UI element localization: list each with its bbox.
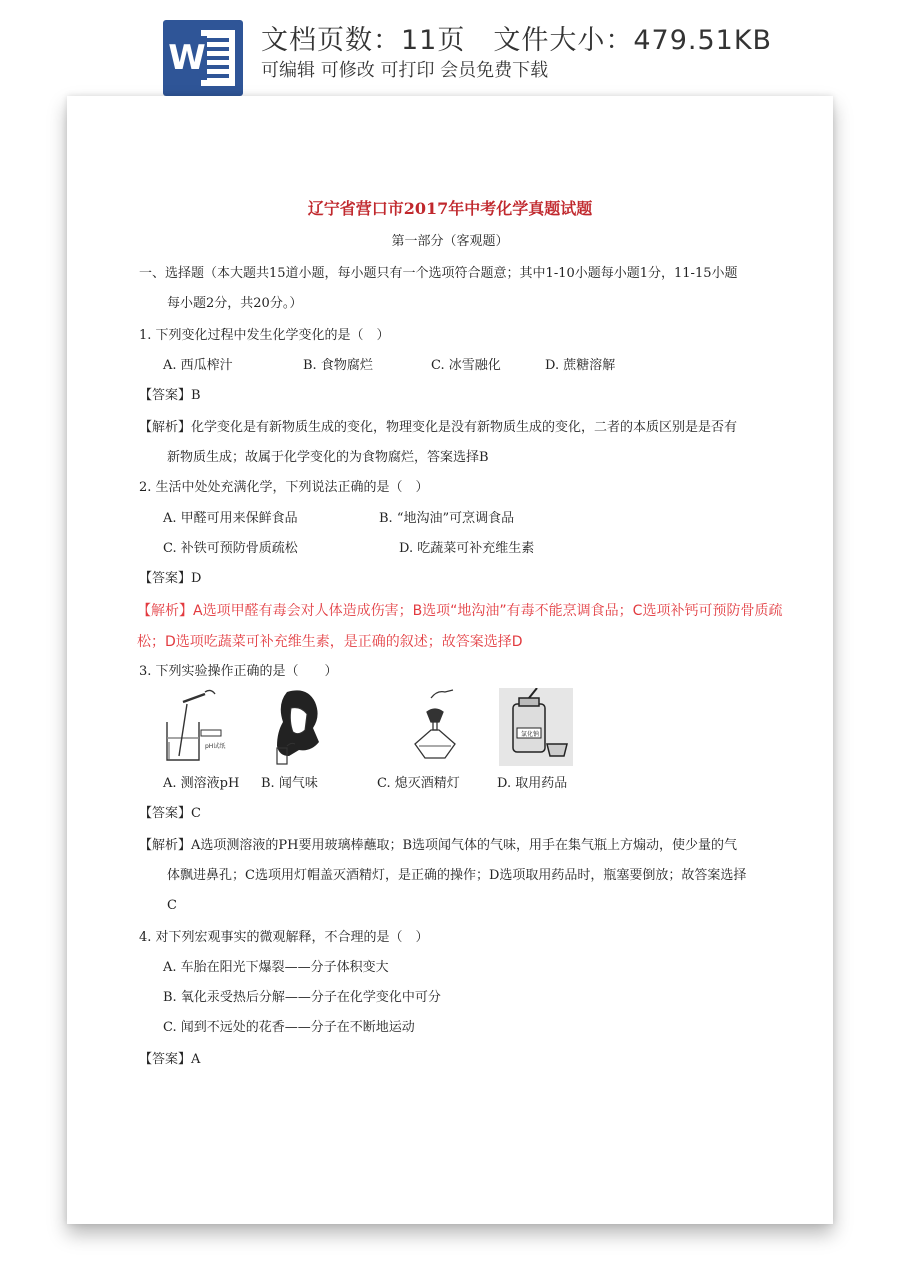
q1-option-d: D. 蔗糖溶解 — [545, 358, 616, 373]
q1-option-c: C. 冰雪融化 — [431, 358, 501, 373]
q2-options-row2 — [163, 539, 534, 559]
banner-title — [261, 18, 772, 57]
q4-answer: 【答案】A — [139, 1052, 201, 1067]
file-size: 文件大小：479.51KB — [493, 25, 773, 56]
q3-option-d: D. 取用药品 — [497, 776, 568, 791]
q1-option-b: B. 食物腐烂 — [303, 358, 373, 373]
page-count: 文档页数：11页 — [261, 25, 466, 56]
q3-answer: 【答案】C — [139, 806, 201, 821]
q1-explanation-l2: 新物质生成；故属于化学变化的为食物腐烂，答案选择B — [167, 450, 489, 465]
doc-title: 辽宁省营口市2017年中考化学真题试题 — [307, 199, 593, 218]
q3-explanation-l3: C — [167, 898, 177, 913]
word-letter: W — [168, 38, 206, 78]
part-heading: 第一部分（客观题） — [391, 234, 509, 249]
q3-option-a: A. 测溶液pH — [163, 776, 240, 791]
q3-option-c: C. 熄灭酒精灯 — [377, 776, 460, 791]
q1-explanation-l1: 【解析】化学变化是有新物质生成的变化，物理变化是没有新物质生成的变化，二者的本质区别是是否有 — [139, 420, 738, 435]
q2-option-b: B. “地沟油”可烹调食品 — [379, 511, 515, 526]
fig-alcohol-lamp — [405, 688, 465, 766]
document-page — [67, 96, 833, 1224]
q4-option-a: A. 车胎在阳光下爆裂——分子体积变大 — [163, 960, 389, 975]
fig-take-reagent — [499, 688, 573, 766]
q2-answer: 【答案】D — [139, 571, 202, 586]
q3-stem: 3. 下列实验操作正确的是（ ） — [139, 664, 338, 679]
q2-explanation-l2: 松；D选项吃蔬菜可补充维生素，是正确的叙述；故答案选择D — [137, 634, 523, 650]
banner-subtitle: 可编辑 可修改 可打印 会员免费下载 — [261, 60, 549, 81]
section-heading-l1: 一、选择题（本大题共15道小题，每小题只有一个选项符合题意；其中1-10小题每小题1分，11-15小题 — [139, 266, 738, 281]
q1-option-a: A. 西瓜榨汁 — [163, 358, 233, 373]
download-banner — [0, 0, 900, 100]
fig-label-bottle: 氯化钠 — [521, 731, 540, 738]
word-doc-icon — [163, 20, 243, 96]
q1-answer: 【答案】B — [139, 388, 201, 403]
q1-stem: 1. 下列变化过程中发生化学变化的是（ ） — [139, 328, 390, 343]
q1-options — [163, 356, 615, 376]
q4-stem: 4. 对下列宏观事实的微观解释，不合理的是（ ） — [139, 930, 429, 945]
q2-option-c: C. 补铁可预防骨质疏松 — [163, 541, 298, 556]
section-heading-l2: 每小题2分，共20分。） — [167, 296, 303, 311]
q3-options — [163, 774, 567, 794]
fig-smell-gas — [273, 688, 329, 766]
q3-explanation-l2: 体飘进鼻孔；C选项用灯帽盖灭酒精灯，是正确的操作；D选项取用药品时，瓶塞要倒放；故答案选择 — [167, 868, 747, 883]
q4-option-b: B. 氧化汞受热后分解——分子在化学变化中可分 — [163, 990, 441, 1005]
fig-measure-ph — [159, 688, 241, 766]
q3-explanation-l1: 【解析】A选项测溶液的PH要用玻璃棒蘸取；B选项闻气体的气味，用手在集气瓶上方煽动，使少量的气 — [139, 838, 738, 853]
q2-option-d: D. 吃蔬菜可补充维生素 — [399, 541, 535, 556]
q4-option-c: C. 闻到不远处的花香——分子在不断地运动 — [163, 1020, 415, 1035]
fig-label-ph-paper: pH试纸 — [205, 743, 226, 750]
q2-stem: 2. 生活中处处充满化学，下列说法正确的是（ ） — [139, 480, 429, 495]
q3-option-b: B. 闻气味 — [261, 776, 318, 791]
q2-option-a: A. 甲醛可用来保鲜食品 — [163, 511, 298, 526]
q2-options-row1 — [163, 509, 514, 529]
q2-explanation-l1: 【解析】A选项甲醛有毒会对人体造成伤害；B选项“地沟油”有毒不能烹调食品；C选项补钙可预防骨质疏 — [137, 603, 783, 619]
